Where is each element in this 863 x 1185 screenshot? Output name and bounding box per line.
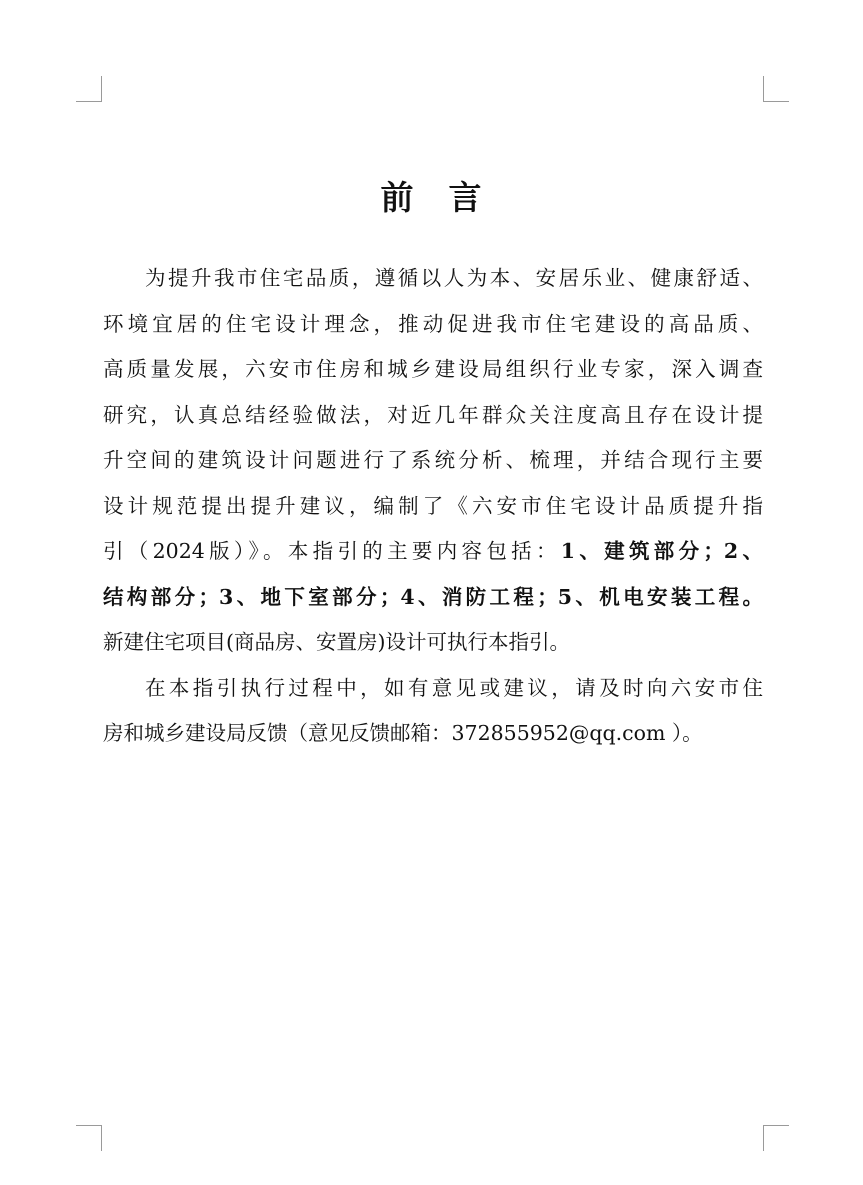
line-8-bold-text: 结构部分；3、地下室部分；4、消防工程；5、机电安装工程。 bbox=[103, 584, 763, 609]
paragraph-1-line-5: 升空间的建筑设计问题进行了系统分析、梳理，并结合现行主要 bbox=[103, 448, 763, 472]
paragraph-1-line-6: 设计规范提出提升建议，编制了《六安市住宅设计品质提升指 bbox=[103, 493, 763, 518]
paragraph-1-line-9: 新建住宅项目(商品房、安置房)设计可执行本指引。 bbox=[103, 630, 570, 654]
crop-mark-top-right bbox=[763, 76, 789, 102]
paragraph-1-line-3: 高质量发展，六安市住房和城乡建设局组织行业专家，深入调查 bbox=[103, 357, 763, 381]
line-7-bold-text: 1、建筑部分；2、 bbox=[560, 539, 764, 563]
paragraph-1-line-4: 研究，认真总结经验做法，对近几年群众关注度高且存在设计提 bbox=[103, 402, 763, 427]
page-title: 前 言 bbox=[380, 178, 483, 217]
paragraph-1-line-8 bbox=[103, 575, 763, 621]
paragraph-2-line-1: 在本指引执行过程中，如有意见或建议，请及时向六安市住 bbox=[145, 675, 763, 700]
paragraph-1-line-1: 为提升我市住宅品质，遵循以人为本、安居乐业、健康舒适、 bbox=[145, 266, 763, 290]
crop-mark-bottom-left bbox=[76, 1125, 102, 1151]
paragraph-1-line-2: 环境宜居的住宅设计理念，推动促进我市住宅建设的高品质、 bbox=[103, 311, 763, 336]
line-7-text: 引（2024版）》。本指引的主要内容包括： bbox=[103, 539, 561, 563]
crop-mark-top-left bbox=[76, 76, 102, 102]
crop-mark-bottom-right bbox=[763, 1125, 789, 1151]
paragraph-2-line-2: 房和城乡建设局反馈（意见反馈邮箱：372855952@qq.com ）。 bbox=[103, 721, 703, 745]
preface-body bbox=[103, 256, 763, 757]
paragraph-1-line-7 bbox=[103, 529, 763, 575]
